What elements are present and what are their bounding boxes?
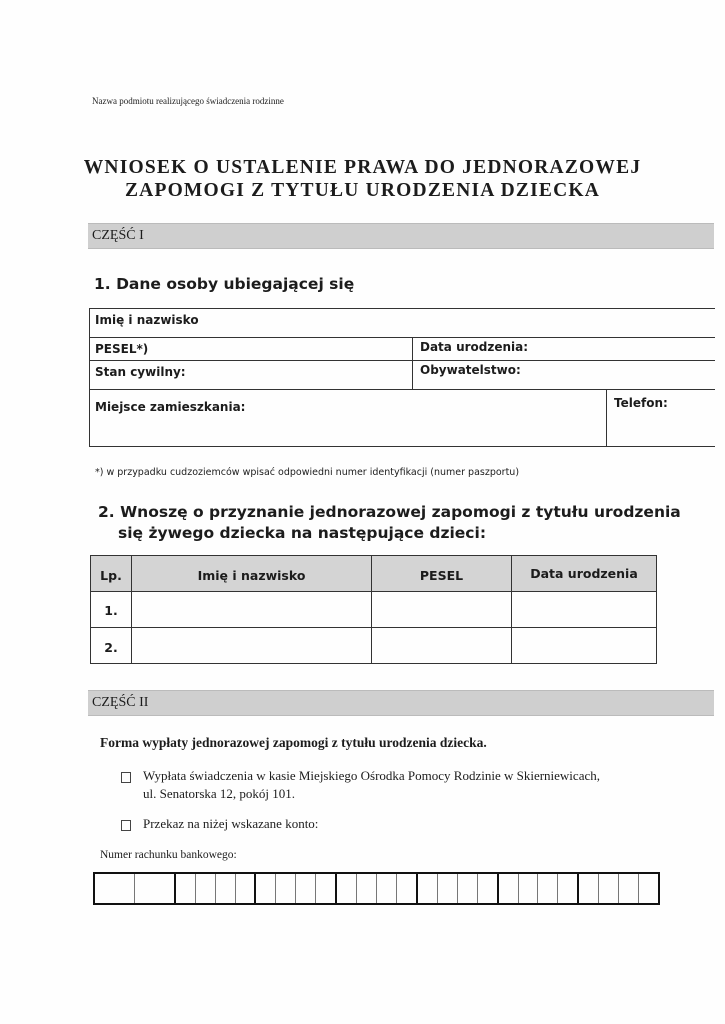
residence-field[interactable]: Miejsce zamieszkania: (95, 400, 246, 414)
option-cashier-label-line2: ul. Senatorska 12, pokój 101. (143, 786, 296, 801)
applicant-table (89, 308, 715, 447)
entity-name-note: Nazwa podmiotu realizującego świadczenia rodzinne (92, 96, 284, 106)
child2-birth-date-cell[interactable] (512, 628, 656, 663)
child2-name-cell[interactable] (132, 628, 371, 663)
form-title-line1: WNIOSEK O USTALENIE PRAWA DO JEDNORAZOWEJ (83, 157, 642, 178)
child2-pesel-cell[interactable] (372, 628, 511, 663)
section2-heading-line2: się żywego dziecka na następujące dzieci: (118, 524, 487, 542)
option-transfer-checkbox[interactable] (121, 820, 131, 831)
name-field[interactable]: Imię i nazwisko (95, 313, 199, 327)
col-header-pesel: PESEL (419, 568, 464, 583)
form-title-line2: ZAPOMOGI Z TYTUŁU URODZENIA DZIECKA (124, 180, 601, 201)
citizenship-field[interactable]: Obywatelstwo: (420, 363, 521, 377)
option-cashier-checkbox[interactable] (121, 772, 131, 783)
account-number-grid[interactable] (93, 872, 660, 905)
account-number-label: Numer rachunku bankowego: (100, 849, 237, 861)
col-header-lp: Lp. (100, 568, 122, 583)
payment-form-heading: Forma wypłaty jednorazowej zapomogi z tytułu urodzenia dziecka. (100, 735, 487, 750)
children-table (90, 555, 657, 664)
child1-birth-date-cell[interactable] (512, 592, 656, 627)
part2-label: CZĘŚĆ II (92, 695, 149, 710)
row-number: 1. (104, 603, 118, 618)
part1-label: CZĘŚĆ I (92, 228, 144, 243)
child1-pesel-cell[interactable] (372, 592, 511, 627)
col-header-name: Imię i nazwisko (197, 568, 306, 583)
pesel-field[interactable]: PESEL*) (95, 342, 149, 356)
col-header-birth-date: Data urodzenia (530, 566, 638, 581)
section2-heading-line1: 2. Wnoszę o przyznanie jednorazowej zapomogi z tytułu urodzenia (98, 503, 681, 521)
birth-date-field[interactable]: Data urodzenia: (420, 340, 529, 354)
civil-status-field[interactable]: Stan cywilny: (95, 365, 186, 379)
phone-field[interactable]: Telefon: (614, 396, 668, 410)
child1-name-cell[interactable] (132, 592, 371, 627)
option-transfer-label: Przekaz na niżej wskazane konto: (143, 816, 319, 831)
pesel-footnote: *) w przypadku cudzoziemców wpisać odpowiedni numer identyfikacji (numer paszportu) (95, 467, 520, 478)
section1-heading: 1. Dane osoby ubiegającej się (94, 275, 355, 293)
part1-band (88, 223, 714, 249)
part2-band (88, 690, 714, 716)
row-number: 2. (104, 640, 118, 655)
option-cashier-label-line1: Wypłata świadczenia w kasie Miejskiego Ośrodka Pomocy Rodzinie w Skierniewicach, (143, 768, 600, 783)
